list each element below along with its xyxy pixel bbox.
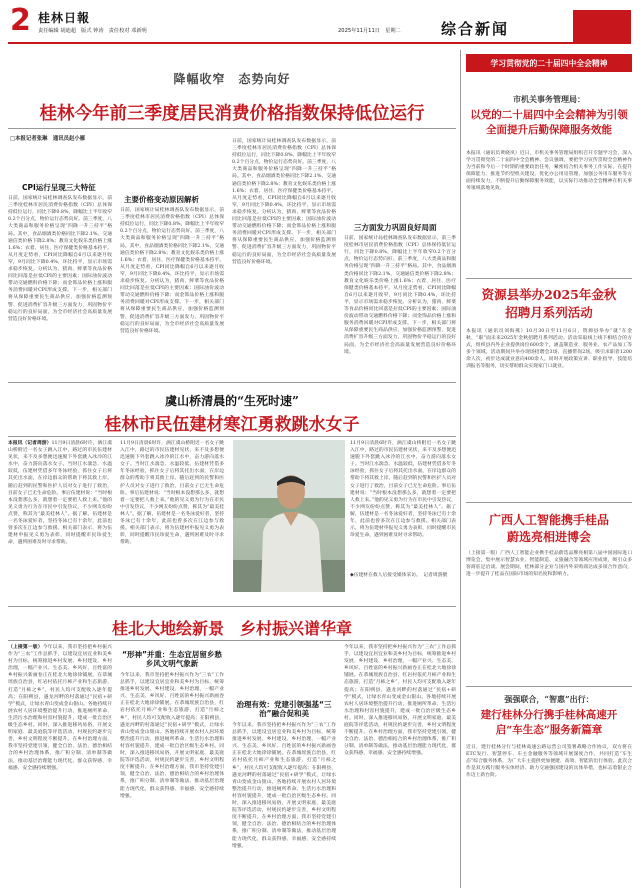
rural-col-2 xyxy=(120,644,230,886)
lead-bottom-rule xyxy=(8,382,456,383)
hero-col-4 xyxy=(350,440,456,566)
lead-subhead-1: CPI运行呈现三大特征 xyxy=(22,183,96,192)
rural-divider xyxy=(8,640,456,641)
s3-rule xyxy=(466,686,632,687)
sidebar xyxy=(466,50,632,890)
s2-headline: 资源县举办2025年金秋招聘月系列活动 xyxy=(481,287,617,320)
s1-rule xyxy=(466,278,632,279)
hero-headline: 桂林市民伍建材寒江勇救跳水女子 xyxy=(104,415,360,435)
hero-bottom-rule xyxy=(8,606,456,607)
lead-body-2: 日前，国家统计局桂林调查队发布数据显示，前三季度桂林市居民消费价格指数（CPI）总体保持低位运行，同比下降0.8%，降幅比上半年收窄0.2个百分点，物价运行态势向好。前三季度，八大类商品和服务价格呈现“四降一升三持平”格局。其中，食品烟酒类价格同比下降2.1%，交通通信类价格下降2.8%；教育文化娱乐类价格上涨1.6%；衣着、居住、医疗保健类价格基本持平。从月度走势看，CPI同比降幅自6月以来逐月收窄，9月同比下降0.4%，环比持平，显示市场需求稳步恢复。分析认为，猪肉、鲜菜等食品价格同比回落是拉低CPI的主要因素；国际油价波动带动交通燃料价格下降；而金饰品价格上涨和服务消费回暖对CPI形成支撑。下一步，相关部门将从保障重要民生商品供应、加强价格监测预警、促进消费扩容升级三方面发力，巩固物价平稳运行的良好局面，为全市经济社会高质量发展营造良好价格环境。 xyxy=(120,208,224,334)
s4-headline: 建行桂林分行携手桂林高速开启“车生态”服务新篇章 xyxy=(480,709,618,736)
rural-subhead-2: 治理有效：党建引领强基“三治”融合促和美 xyxy=(236,700,332,718)
lead-divider xyxy=(8,128,456,129)
lead-body-1: 日前，国家统计局桂林调查队发布数据显示，前三季度桂林市居民消费价格指数（CPI）总体保持低位运行，同比下降0.8%，降幅比上半年收窄0.2个百分点，物价运行态势向好。前三季度，八大类商品和服务价格呈现“四降一升三持平”格局。其中，食品烟酒类价格同比下降2.1%，交通通信类价格下降2.8%；教育文化娱乐类价格上涨1.6%；衣着、居住、医疗保健类价格基本持平。从月度走势看，CPI同比降幅自6月以来逐月收窄，9月同比下降0.4%，环比持平，显示市场需求稳步恢复。分析认为，猪肉、鲜菜等食品价格同比回落是拉低CPI的主要因素；国际油价波动带动交通燃料价格下降；而金饰品价格上涨和服务消费回暖对CPI形成支撑。下一步，相关部门将从保障重要民生商品供应、加强价格监测预警、促进消费扩容升级三方面发力，巩固物价平稳运行的良好局面，为全市经济社会高质量发展营造良好价格环境。 xyxy=(8,196,112,322)
paper-name: 桂林日報 xyxy=(38,11,91,25)
lead-col-3 xyxy=(232,138,336,376)
hero-col-1 xyxy=(8,440,112,600)
s1-headline: 以党的二十届四中全会精神为引领全面提升后勤保障服务效能 xyxy=(470,109,628,136)
lead-headline: 桂林今年前三季度居民消费价格指数保持低位运行 xyxy=(39,104,425,124)
rural-body-2: 今年以来，我市坚持把乡村振兴作为“三农”工作总抓手，以建设宜居宜业和美乡村为目标，统筹推进乡村发展、乡村建设、乡村治理，一幅产业兴、生态美、乡风好、百姓富的乡村振兴新画卷正在桂北大地徐徐铺展。在恭城瑶族自治县，红岩村依托月柿产业和生态旅游，打造“月柿之乡”，村民人均可支配收入逐年提高；在阳朔县，遇龙河畔的村落通过“民宿+研学”模式，让绿水青山变成金山银山。各地持续开展农村人居环境整治提升行动，推进厕所革命、生活污水治理和村容村貌提升，建成一批自治区级生态乡村。同时，深入推进移风易俗，开展文明家庭、最美庭院等评选活动，村规民约逐步完善，乡村文明程度不断提升。在乡村治理方面，我市坚持党建引领，健全自治、法治、德治相结合的乡村治理体系，推广积分制、清单制等做法，推动基层治理能力现代化，群众获得感、幸福感、安全感持续增强。 xyxy=(120,673,224,799)
lead-col-2 xyxy=(120,144,224,376)
hero-photo xyxy=(233,440,345,592)
sidebar-banner-text: 学习贯彻党的二十届四中全会精神 xyxy=(490,59,608,68)
masthead xyxy=(0,0,640,44)
lead-body-3: 日前，国家统计局桂林调查队发布数据显示，前三季度桂林市居民消费价格指数（CPI）总体保持低位运行，同比下降0.8%，降幅比上半年收窄0.2个百分点，物价运行态势向好。前三季度，八大类商品和服务价格呈现“四降一升三持平”格局。其中，食品烟酒类价格同比下降2.1%，交通通信类价格下降2.8%；教育文化娱乐类价格上涨1.6%；衣着、居住、医疗保健类价格基本持平。从月度走势看，CPI同比降幅自6月以来逐月收窄，9月同比下降0.4%，环比持平，显示市场需求稳步恢复。分析认为，猪肉、鲜菜等食品价格同比回落是拉低CPI的主要因素；国际油价波动带动交通燃料价格下降；而金饰品价格上涨和服务消费回暖对CPI形成支撑。下一步，相关部门将从保障重要民生商品供应、加强价格监测预警、促进消费扩容升级三方面发力，巩固物价平稳运行的良好局面，为全市经济社会高质量发展营造良好价格环境。 xyxy=(232,139,336,265)
s2-body: 本报讯（通讯员刘海燕）10月30日至11月6日，资源县举办“就”在金秋、“职”面未来2025年金秋招聘月系列活动。活动采取线上线下相结合的方式，组织县内外企业提供岗位600余个，涵盖制造业、服务业、农产品加工等多个领域。活动期间共举办现场招聘会3场、直播带岗2场，吸引求职者1200余人次，初步达成就业意向400余人。同时开展政策宣讲、职业指导、技能培训报名等服务，切实帮助群众实现家门口就业。 xyxy=(466,329,632,370)
hero-body-2: 11月9日清晨6时许，漓江虞山桥附近一名女子跳入江中，路过的市民伍建材见状，来不及多想便迅速脱下外套跳入冰冷的江水中，奋力游向落水女子。当时江水湍急、水温较低，伍建材凭借多年冬泳经验，抓住女子后将其托出水面，在岸边群众的帮助下将其救上岸。随后赶到的民警和医护人员对女子进行了救治，目前女子已无生命危险。事后伍建材说：“当时根本没想那么多，就想着一定要把人救上来。”他的见义勇为行为在市民中引发热议，不少网友纷纷点赞，称其为“最美桂林人”。据了解，伍建材是一名冬泳爱好者，坚持冬泳已有十余年，此前也曾多次在江边参与救援。相关部门表示，将为伍建材申报见义勇为表彰，同时提醒市民珍爱生命，遇到困难及时寻求帮助。 xyxy=(120,441,224,546)
s1-body: 本报讯（通讯员黄晓岚）近日，市机关事务管理局组织召开专题学习会，深入学习贯彻党的二十届四中全会精神。会议强调，要把学习宣传贯彻全会精神作为当前和今后一个时期的重要政治任务，紧密结合机关事务工作实际，在提升保障能力、推进节约型机关建设、优化办公用房管理、加强公务用车服务等方面持续发力，不断提升后勤保障服务效能，以实际行动推动全会精神在机关事务领域落地见效。 xyxy=(466,151,632,192)
hero-body-4: 11月9日清晨6时许，漓江虞山桥附近一名女子跳入江中，路过的市民伍建材见状，来不及多想便迅速脱下外套跳入冰冷的江水中，奋力游向落水女子。当时江水湍急、水温较低，伍建材凭借多年冬泳经验，抓住女子后将其托出水面，在岸边群众的帮助下将其救上岸。随后赶到的民警和医护人员对女子进行了救治，目前女子已无生命危险。事后伍建材说：“当时根本没想那么多，就想着一定要把人救上来。”他的见义勇为行为在市民中引发热议，不少网友纷纷点赞，称其为“最美桂林人”。据了解，伍建材是一名冬泳爱好者，坚持冬泳已有十余年，此前也曾多次在江边参与救援。相关部门表示，将为伍建材申报见义勇为表彰，同时提醒市民珍爱生命，遇到困难及时寻求帮助。 xyxy=(350,441,456,539)
section-title: 综合新闻 xyxy=(441,20,510,38)
rural-body-1: 今年以来，我市坚持把乡村振兴作为“三农”工作总抓手，以建设宜居宜业和美乡村为目标，统筹推进乡村发展、乡村建设、乡村治理，一幅产业兴、生态美、乡风好、百姓富的乡村振兴新画卷正在桂北大地徐徐铺展。在恭城瑶族自治县，红岩村依托月柿产业和生态旅游，打造“月柿之乡”，村民人均可支配收入逐年提高；在阳朔县，遇龙河畔的村落通过“民宿+研学”模式，让绿水青山变成金山银山。各地持续开展农村人居环境整治提升行动，推进厕所革命、生活污水治理和村容村貌提升，建成一批自治区级生态乡村。同时，深入推进移风易俗，开展文明家庭、最美庭院等评选活动，村规民约逐步完善，乡村文明程度不断提升。在乡村治理方面，我市坚持党建引领，健全自治、法治、德治相结合的乡村治理体系，推广积分制、清单制等做法，推动基层治理能力现代化，群众获得感、幸福感、安全感持续增强。 xyxy=(8,645,112,771)
lead-kicker: 降幅收窄 态势向好 xyxy=(173,72,291,86)
s4-kicker: 强强联合，“智惠”出行： xyxy=(504,694,594,704)
s2-rule xyxy=(466,502,632,503)
rural-headline: 桂北大地绘新景 乡村振兴谱华章 xyxy=(111,619,352,638)
lead-byline: □本报记者张琳 通讯员赵小雁 xyxy=(10,136,86,142)
lead-body-4: 日前，国家统计局桂林调查队发布数据显示，前三季度桂林市居民消费价格指数（CPI）总体保持低位运行，同比下降0.8%，降幅比上半年收窄0.2个百分点，物价运行态势向好。前三季度，八大类商品和服务价格呈现“四降一升三持平”格局。其中，食品烟酒类价格同比下降2.1%，交通通信类价格下降2.8%；教育文化娱乐类价格上涨1.6%；衣着、居住、医疗保健类价格基本持平。从月度走势看，CPI同比降幅自6月以来逐月收窄，9月同比下降0.4%，环比持平，显示市场需求稳步恢复。分析认为，猪肉、鲜菜等食品价格同比回落是拉低CPI的主要因素；国际油价波动带动交通燃料价格下降；而金饰品价格上涨和服务消费回暖对CPI形成支撑。下一步，相关部门将从保障重要民生商品供应、加强价格监测预警、促进消费扩容升级三方面发力，巩固物价平稳运行的良好局面，为全市经济社会高质量发展营造良好价格环境。 xyxy=(344,236,456,355)
lead-col-1 xyxy=(8,144,112,376)
masthead-red-block xyxy=(573,10,631,42)
staff-list: 责任编辑 胡迪超 版式 钟涛 责任校对 邓新明 xyxy=(38,28,147,34)
lead-col-4 xyxy=(344,138,456,376)
hero-story xyxy=(8,386,456,604)
rural-body-3: 今年以来，我市坚持把乡村振兴作为“三农”工作总抓手，以建设宜居宜业和美乡村为目标，统筹推进乡村发展、乡村建设、乡村治理，一幅产业兴、生态美、乡风好、百姓富的乡村振兴新画卷正在桂北大地徐徐铺展。在恭城瑶族自治县，红岩村依托月柿产业和生态旅游，打造“月柿之乡”，村民人均可支配收入逐年提高；在阳朔县，遇龙河畔的村落通过“民宿+研学”模式，让绿水青山变成金山银山。各地持续开展农村人居环境整治提升行动，推进厕所革命、生活污水治理和村容村貌提升，建成一批自治区级生态乡村。同时，深入推进移风易俗，开展文明家庭、最美庭院等评选活动，村规民约逐步完善，乡村文明程度不断提升。在乡村治理方面，我市坚持党建引领，健全自治、法治、德治相结合的乡村治理体系，推广积分制、清单制等做法，推动基层治理能力现代化，群众获得感、幸福感、安全感持续增强。 xyxy=(232,723,336,849)
lead-subhead-3: 三方面发力巩固良好局面 xyxy=(354,223,437,232)
hero-photo-svg xyxy=(233,440,345,592)
rural-col-4 xyxy=(344,644,456,886)
rural-byline: （上接第一版） xyxy=(8,644,43,650)
hero-body-1: 11月9日清晨6时许，漓江虞山桥附近一名女子跳入江中，路过的市民伍建材见状，来不及多想便迅速脱下外套跳入冰冷的江水中，奋力游向落水女子。当时江水湍急、水温较低，伍建材凭借多年冬泳经验，抓住女子后将其托出水面，在岸边群众的帮助下将其救上岸。随后赶到的民警和医护人员对女子进行了救治，目前女子已无生命危险。事后伍建材说：“当时根本没想那么多，就想着一定要把人救上来。”他的见义勇为行为在市民中引发热议，不少网友纷纷点赞，称其为“最美桂林人”。据了解，伍建材是一名冬泳爱好者，坚持冬泳已有十余年，此前也曾多次在江边参与救援。相关部门表示，将为伍建材申报见义勇为表彰，同时提醒市民珍爱生命，遇到困难及时寻求帮助。 xyxy=(8,441,112,546)
rural-col-3 xyxy=(232,644,336,886)
masthead-rule xyxy=(8,42,631,44)
hero-col-2 xyxy=(120,440,224,600)
s1-kicker: 市机关事务管理局： xyxy=(513,94,585,104)
hero-divider xyxy=(8,436,456,437)
s3-headline: 广西人工智能携手桂品蔚选亮相进博会 xyxy=(488,513,609,544)
hero-byline: 本报讯（记者周游） xyxy=(8,440,52,446)
s3-body: （上接第一版）广西人工智能企业携手桂品蔚选品牌亮相第八届中国国际进口博览会，集中展示智慧农业、智能制造、文旅融合等领域应用成果，吸引众多客商驻足洽谈。展会期间，桂林部分企业与国内外采购商达成多项合作意向，进一步提升了桂品在国际市场的知名度和影响力。 xyxy=(466,551,632,578)
issue-date: 2025年11月11日 星期二 xyxy=(338,28,401,34)
rural-body-4: 今年以来，我市坚持把乡村振兴作为“三农”工作总抓手，以建设宜居宜业和美乡村为目标，统筹推进乡村发展、乡村建设、乡村治理，一幅产业兴、生态美、乡风好、百姓富的乡村振兴新画卷正在桂北大地徐徐铺展。在恭城瑶族自治县，红岩村依托月柿产业和生态旅游，打造“月柿之乡”，村民人均可支配收入逐年提高；在阳朔县，遇龙河畔的村落通过“民宿+研学”模式，让绿水青山变成金山银山。各地持续开展农村人居环境整治提升行动，推进厕所革命、生活污水治理和村容村貌提升，建成一批自治区级生态乡村。同时，深入推进移风易俗，开展文明家庭、最美庭院等评选活动，村规民约逐步完善，乡村文明程度不断提升。在乡村治理方面，我市坚持党建引领，健全自治、法治、德治相结合的乡村治理体系，推广积分制、清单制等做法，推动基层治理能力现代化，群众获得感、幸福感、安全感持续增强。 xyxy=(344,645,456,757)
rural-subhead-1: “形神”并重：生态宜居留乡愁 乡风文明气象新 xyxy=(122,650,230,668)
s4-body: 近日，建行桂林分行与桂林高速公路运营公司签署战略合作协议，双方将在ETC发行、智慧停车、车主金融服务等领域开展深度合作，共同打造“车生态”综合服务体系，为广大车主提供更加便捷、高效、智能的出行体验。此次合作是双方践行服务实体经济、助力交通强国建设的具体举措，也标志着银企合作迈上新台阶。 xyxy=(466,745,632,779)
hero-kicker: 虞山桥清晨的“生死时速” xyxy=(165,394,299,408)
hero-photo-caption: ◆伍建材在救人后接受媒体采访。 记者周游摄 xyxy=(350,573,448,578)
sidebar-separator xyxy=(460,50,461,888)
lead-subhead-2: 主要价格变动原因解析 xyxy=(124,195,199,204)
rural-story xyxy=(8,610,456,888)
rural-col-1 xyxy=(8,644,112,886)
page-number: 2 xyxy=(10,3,31,38)
lead-story xyxy=(8,50,456,380)
